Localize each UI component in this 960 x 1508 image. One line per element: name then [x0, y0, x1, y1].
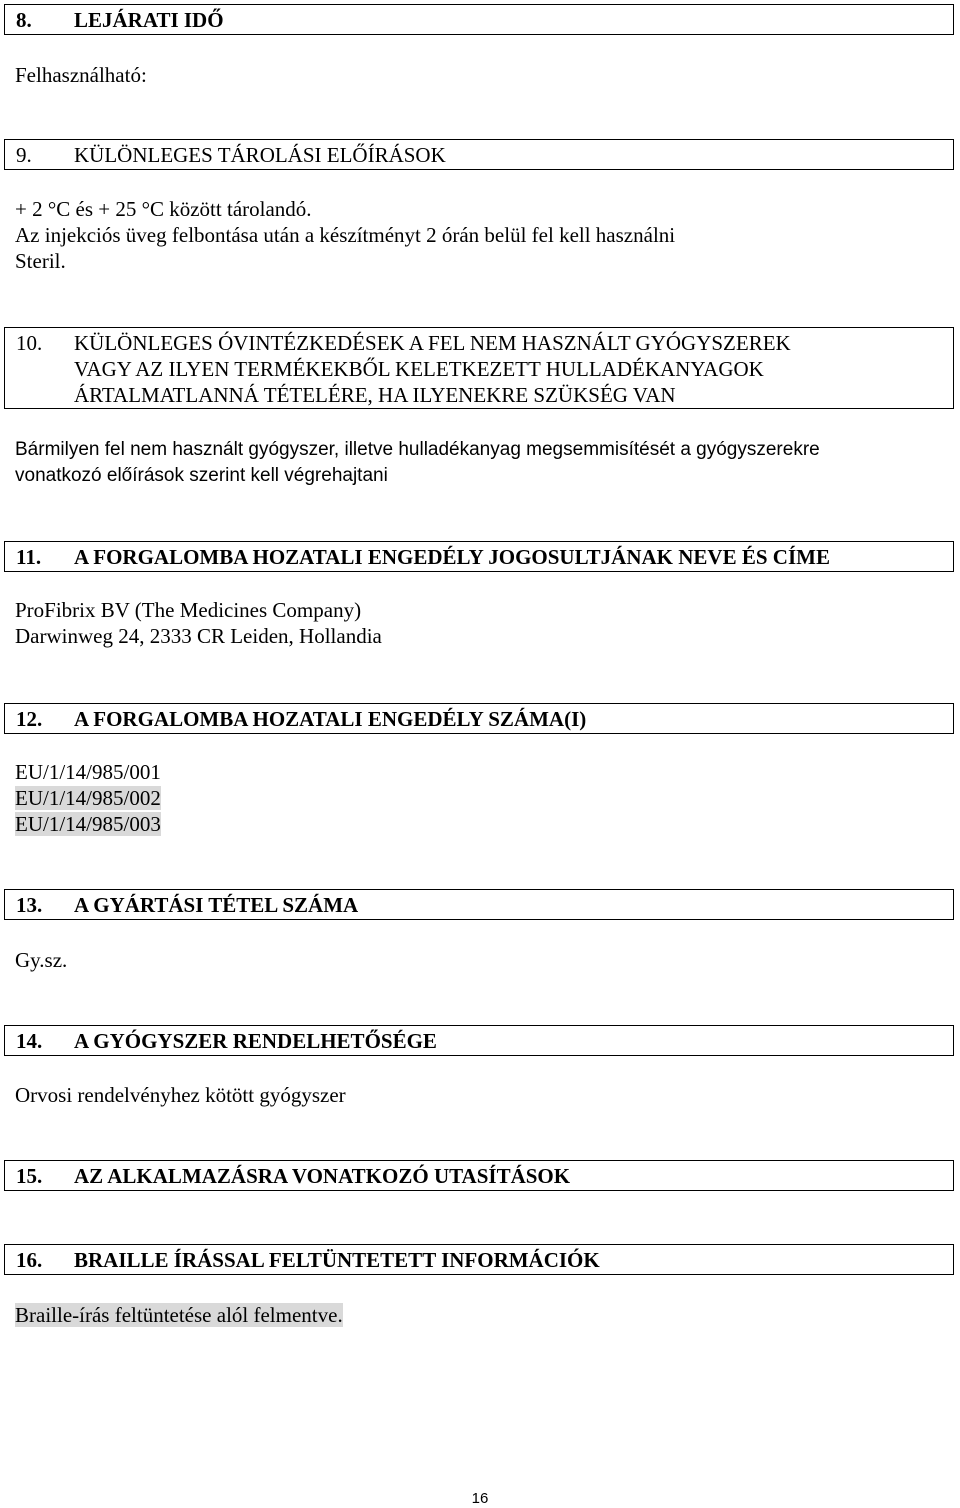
section-15-header [4, 1160, 954, 1191]
section-13-header [4, 889, 954, 920]
section-8-header [4, 4, 954, 35]
section-number: 10. [16, 331, 43, 355]
section-10-header [4, 327, 954, 409]
section-title-line: ÁRTALMATLANNÁ TÉTELÉRE, HA ILYENEKRE SZÜKSÉG VAN [74, 383, 676, 407]
section-title: A GYÁRTÁSI TÉTEL SZÁMA [74, 893, 359, 917]
highlighted-text: EU/1/14/985/002 [15, 786, 161, 810]
section-9-body-line: Steril. [15, 249, 66, 273]
section-11-body-line: ProFibrix BV (The Medicines Company) [15, 598, 362, 622]
section-title [74, 330, 953, 408]
section-9-body-line: Az injekciós üveg felbontása után a készítményt 2 órán belül fel kell használni [15, 223, 676, 247]
section-number: 8. [16, 8, 32, 32]
section-number: 16. [16, 1248, 43, 1272]
section-number: 14. [16, 1029, 43, 1053]
section-16-body-line-highlighted [15, 1302, 343, 1328]
section-number: 9. [16, 143, 32, 167]
highlighted-text: EU/1/14/985/003 [15, 812, 161, 836]
section-number: 13. [16, 893, 43, 917]
section-title-line: VAGY AZ ILYEN TERMÉKEKBŐL KELETKEZETT HULLADÉKANYAGOK [74, 357, 764, 381]
section-16-header [4, 1244, 954, 1275]
section-title: A GYÓGYSZER RENDELHETŐSÉGE [74, 1029, 437, 1053]
section-14-body-line: Orvosi rendelvényhez kötött gyógyszer [15, 1083, 346, 1107]
section-8-body-line: Felhasználható: [15, 63, 147, 87]
section-12-body-line-highlighted [15, 811, 161, 837]
section-title: A FORGALOMBA HOZATALI ENGEDÉLY JOGOSULTJÁNAK NEVE ÉS CÍME [74, 545, 830, 569]
section-title: KÜLÖNLEGES TÁROLÁSI ELŐÍRÁSOK [74, 143, 446, 167]
highlighted-text: Braille-írás feltüntetése alól felmentve. [15, 1303, 343, 1327]
section-13-body-line: Gy.sz. [15, 948, 68, 972]
section-9-body-line: + 2 °C és + 25 °C között tárolandó. [15, 197, 312, 221]
section-12-body-line: EU/1/14/985/001 [15, 760, 161, 784]
section-title: BRAILLE ÍRÁSSAL FELTÜNTETETT INFORMÁCIÓK [74, 1248, 600, 1272]
page-number: 16 [471, 1490, 489, 1507]
section-title: AZ ALKALMAZÁSRA VONATKOZÓ UTASÍTÁSOK [74, 1164, 571, 1188]
section-number: 12. [16, 707, 43, 731]
section-title-line: KÜLÖNLEGES ÓVINTÉZKEDÉSEK A FEL NEM HASZNÁLT GYÓGYSZEREK [74, 331, 791, 355]
section-title: A FORGALOMBA HOZATALI ENGEDÉLY SZÁMA(I) [74, 707, 587, 731]
section-number: 15. [16, 1164, 43, 1188]
section-number: 11. [16, 545, 42, 569]
section-14-header [4, 1025, 954, 1056]
section-11-header [4, 541, 954, 572]
section-10-body-line: Bármilyen fel nem használt gyógyszer, illetve hulladékanyag megsemmisítését a gyógyszerekre [15, 439, 820, 460]
section-11-body-line: Darwinweg 24, 2333 CR Leiden, Hollandia [15, 624, 382, 648]
section-9-header [4, 139, 954, 170]
section-12-body-line-highlighted [15, 785, 161, 811]
section-12-header [4, 703, 954, 734]
section-title: LEJÁRATI IDŐ [74, 8, 224, 32]
section-10-body-line: vonatkozó előírások szerint kell végrehajtani [15, 465, 388, 486]
